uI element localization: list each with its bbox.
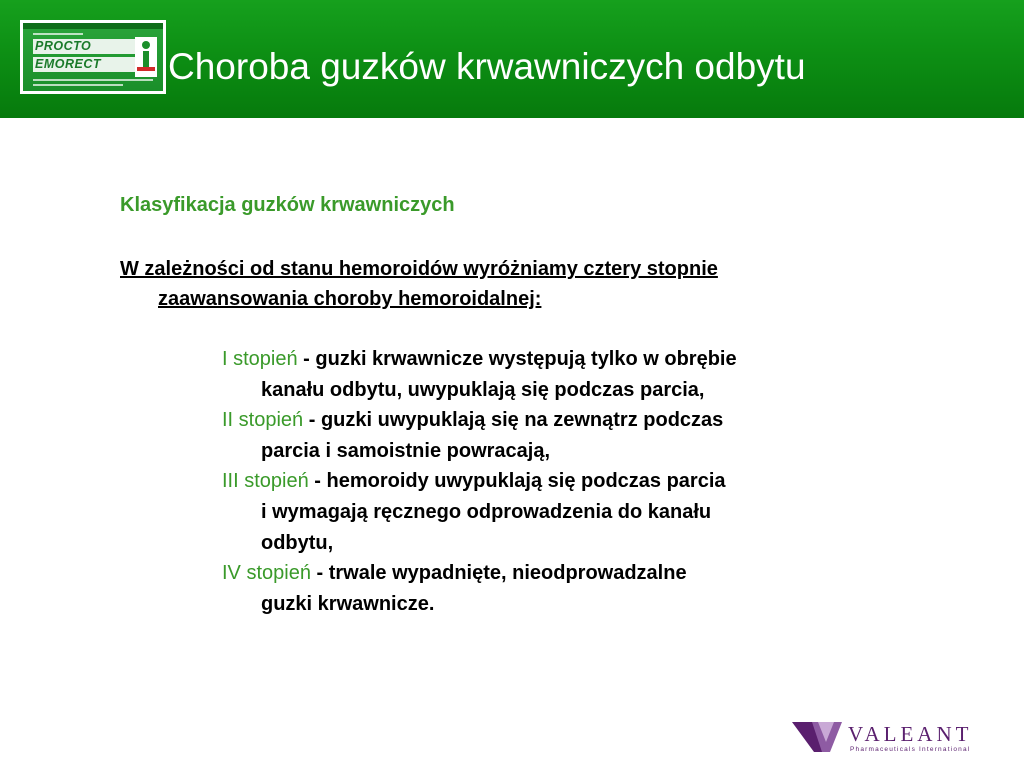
stage-item-2 <box>222 405 922 466</box>
product-logo <box>20 20 166 94</box>
stage-text: - guzki uwypuklają się na zewnątrz podczas <box>303 409 724 432</box>
stage-text: - trwale wypadnięte, nieodprowadzalne <box>310 562 687 585</box>
page-title: Choroba guzków krwawniczych odbytu <box>168 46 806 87</box>
stage-item-1 <box>222 344 922 405</box>
stage-text: - hemoroidy uwypuklają się podczas parcia <box>308 470 726 493</box>
logo-figure-icon <box>135 37 157 77</box>
product-pack-image <box>23 23 163 91</box>
stage-list <box>222 344 922 619</box>
logo-word-procto: PROCTO <box>33 39 135 54</box>
stage-label: II stopień <box>222 409 304 432</box>
valeant-logo <box>792 720 992 756</box>
valeant-brand-name: VALEANT <box>848 722 973 746</box>
stage-item-4 <box>222 558 922 619</box>
stage-continuation: i wymagają ręcznego odprowadzenia do kanału <box>261 500 712 523</box>
stage-label: I stopień <box>222 348 298 370</box>
stage-continuation: parcia i samoistnie powracają, <box>261 439 551 462</box>
logo-word-emorect: EMORECT <box>33 57 135 72</box>
intro-line-1: W zależności od stanu hemoroidów wyróżniamy cztery stopnie <box>120 258 718 280</box>
intro-line-2: zaawansowania choroby hemoroidalnej: <box>158 288 542 310</box>
header-bar <box>0 0 1024 118</box>
stage-continuation: guzki krwawnicze. <box>261 592 435 615</box>
stage-text: - guzki krwawnicze występują tylko w obrębie <box>297 348 737 370</box>
intro-text <box>120 254 910 314</box>
stage-continuation-2: odbytu, <box>261 531 334 554</box>
valeant-brand-subtitle: Pharmaceuticals International <box>850 746 971 753</box>
valeant-emblem-icon <box>792 720 844 754</box>
stage-label: IV stopień <box>222 562 311 585</box>
stage-item-3 <box>222 466 922 558</box>
stage-continuation: kanału odbytu, uwypuklają się podczas parcia, <box>261 378 705 401</box>
stage-label: III stopień <box>222 470 309 493</box>
section-subheading: Klasyfikacja guzków krwawniczych <box>120 194 455 216</box>
